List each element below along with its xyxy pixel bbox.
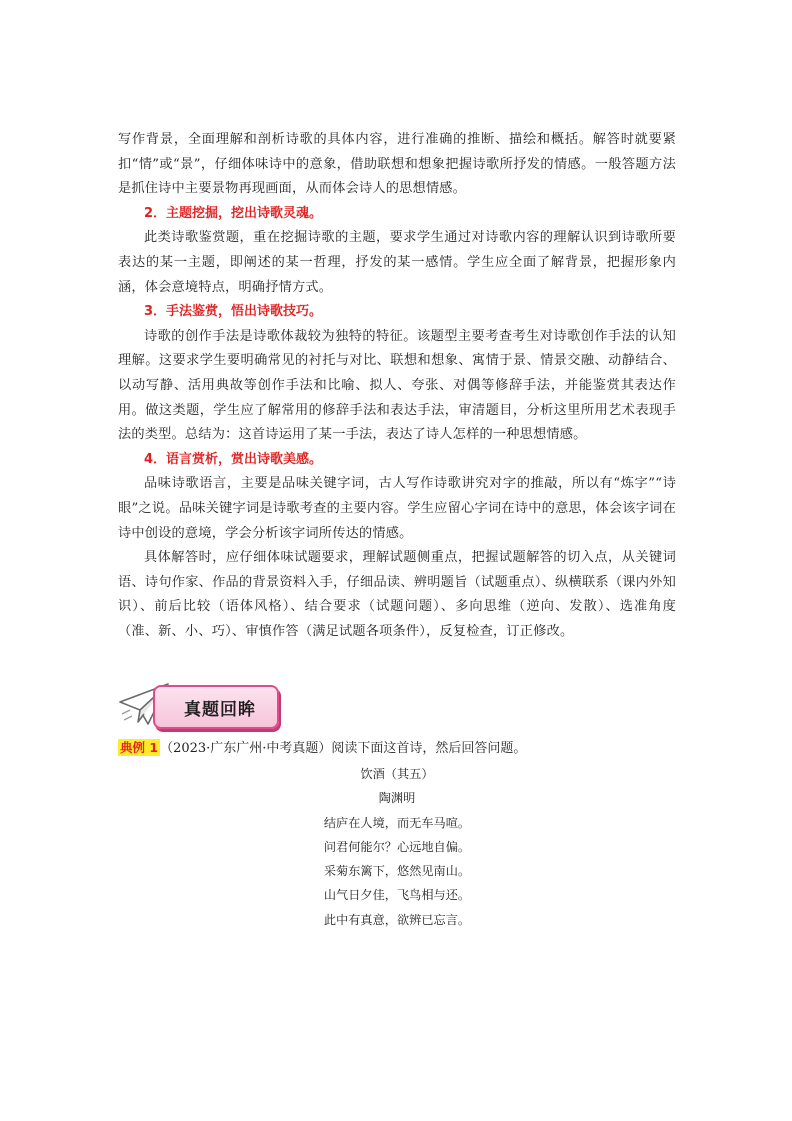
example-text: （2023·广东广州·中考真题）阅读下面这首诗，然后回答问题。 bbox=[160, 741, 527, 756]
poem-title: 饮酒（其五） bbox=[360, 767, 434, 781]
banner-box bbox=[153, 685, 279, 729]
section-banner bbox=[118, 680, 278, 732]
section-paragraph-language: 品味诗歌语言，主要是品味关键字词，古人写作诗歌讲究对字的推敲，所以有“炼字”“诗眼”之说。品味关键字词是诗歌考查的主要内容。学生应留心字词在诗中的意思，体会该字词在诗中创设的意境，学会分析该字词所传达的情感。 bbox=[118, 476, 676, 541]
poem-line: 采菊东篱下，悠然见南山。 bbox=[323, 864, 471, 879]
section-heading-theme: 2．主题挖掘，挖出诗歌灵魂。 bbox=[144, 205, 323, 221]
poem-author: 陶渊明 bbox=[378, 791, 416, 806]
example-line bbox=[118, 737, 526, 760]
poem-line: 问君何能尔？心远地自偏。 bbox=[323, 839, 471, 854]
section-heading-language: 4．语言赏析，赏出诗歌美感。 bbox=[144, 451, 323, 467]
poem-line: 此中有真意，欲辨已忘言。 bbox=[323, 912, 471, 927]
banner-title: 真题回眸 bbox=[184, 699, 256, 720]
intro-paragraph: 写作背景，全面理解和剖析诗歌的具体内容，进行准确的推断、描绘和概括。解答时就要紧扣“情”或“景”，仔细体味诗中的意象，借助联想和想象把握诗歌所抒发的情感。一般答题方法是抓住诗中主要景物再现画面，从而体会诗人的思想情感。 bbox=[118, 132, 676, 197]
section-heading-technique: 3．手法鉴赏，悟出诗歌技巧。 bbox=[144, 304, 323, 320]
poem-line: 山气日夕佳，飞鸟相与还。 bbox=[323, 888, 471, 903]
poem-line: 结庐在人境，而无车马喧。 bbox=[323, 815, 471, 830]
poem bbox=[118, 762, 676, 932]
document-body bbox=[118, 128, 676, 644]
section-paragraph-theme: 此类诗歌鉴赏题，重在挖掘诗歌的主题，要求学生通过对诗歌内容的理解认识到诗歌所要表达的某一主题，即阐述的某一哲理，抒发的某一感情。学生应全面了解背景，把握形象内涵，体会意境特点，明确抒情方式。 bbox=[118, 230, 676, 295]
closing-paragraph: 具体解答时，应仔细体味试题要求，理解试题侧重点，把握试题解答的切入点，从关键词语、诗句作家、作品的背景资料入手，仔细品读、辨明题旨（试题重点）、纵横联系（课内外知识）、前后比较（语体风格）、结合要求（试题问题）、多向思维（逆向、发散）、选准角度（准、新、小、巧）、审慎作答（满足试题各项条件），反复检查，订正修改。 bbox=[118, 550, 676, 639]
section-paragraph-technique: 诗歌的创作手法是诗歌体裁较为独特的特征。该题型主要考查考生对诗歌创作手法的认知理解。这要求学生要明确常见的衬托与对比、联想和想象、寓情于景、情景交融、动静结合、以动写静、活用典故等创作手法和比喻、拟人、夸张、对偶等修辞手法，并能鉴赏其表达作用。做这类题，学生应了解常用的修辞手法和表达手法，审清题目，分析这里所用艺术表现手法的类型。总结为：这首诗运用了某一手法，表达了诗人怎样的一种思想情感。 bbox=[118, 328, 676, 443]
example-tag: 典例 1 bbox=[120, 740, 159, 755]
